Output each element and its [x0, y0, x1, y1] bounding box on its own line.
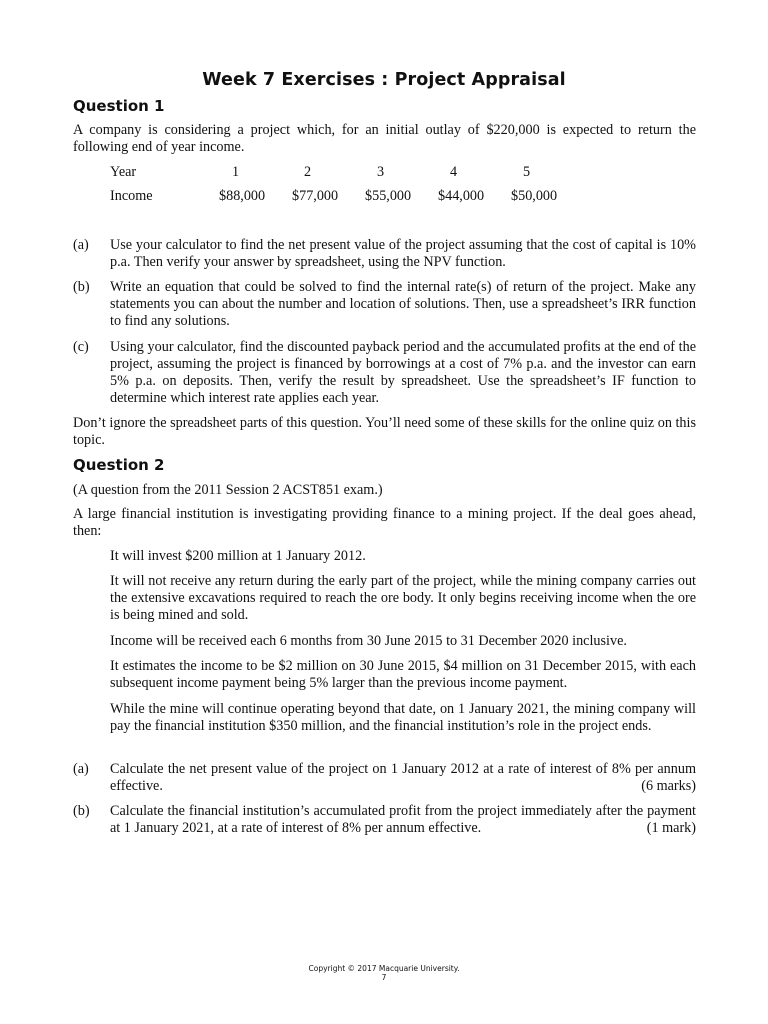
question-1-note: Don’t ignore the spreadsheet parts of this question. You’ll need some of these skills for the online quiz on this topic.: [73, 415, 696, 448]
income-cell: $44,000: [438, 188, 485, 204]
income-cell: $88,000: [219, 188, 266, 204]
question-1-heading: Question 1: [73, 97, 165, 115]
year-cell: 2: [304, 164, 312, 180]
year-cell: 5: [523, 164, 531, 180]
part-text: Write an equation that could be solved to find the internal rate(s) of return of the project. Make any statements you can about the number and location of solutions. Then, use a spreadsheet’s IRR function to find any solutions.: [110, 279, 696, 329]
question-1-part-c: [73, 339, 696, 407]
page-footer: [0, 964, 768, 982]
question-1-intro: A company is considering a project which, for an initial outlay of $220,000 is expected to return the following end of year income.: [73, 122, 696, 155]
list-item: It estimates the income to be $2 million on 30 June 2015, $4 million on 31 December 2015, with each subsequent income payment being 5% larger than the previous income payment.: [110, 658, 696, 691]
list-item: Income will be received each 6 months from 30 June 2015 to 31 December 2020 inclusive.: [110, 633, 627, 649]
part-label: (c): [73, 339, 89, 355]
year-cell: 3: [377, 164, 385, 180]
question-2-source: (A question from the 2011 Session 2 ACST851 exam.): [73, 482, 383, 498]
page-number: 7: [381, 973, 387, 982]
part-text: Use your calculator to find the net present value of the project assuming that the cost of capital is 10% p.a. Then verify your answer by spreadsheet, using the NPV function.: [110, 237, 696, 270]
list-item: While the mine will continue operating beyond that date, on 1 January 2021, the mining company will pay the financial institution $350 million, and the financial institution’s role in the project ends.: [110, 701, 696, 734]
marks-label: (1 mark): [646, 820, 696, 836]
question-2-part-b: [73, 803, 696, 837]
part-label: (a): [73, 237, 89, 253]
part-label: (b): [73, 279, 90, 295]
income-cell: $77,000: [292, 188, 339, 204]
row-label-year: Year: [110, 164, 137, 180]
part-text: [110, 803, 696, 837]
income-cell: $50,000: [511, 188, 558, 204]
copyright-text: Copyright © 2017 Macquarie University.: [308, 964, 460, 973]
question-2-intro: A large financial institution is investigating providing finance to a mining project. If the deal goes ahead, then:: [73, 506, 696, 539]
part-text: Using your calculator, find the discounted payback period and the accumulated profits at the end of the project, assuming the project is financed by borrowings at a cost of 7% p.a. and the investor can earn 5% p.a. on deposits. Then, verify the result by spreadsheet. Use the spreadsheet’s IF function to determine which interest rate applies each year.: [110, 339, 696, 406]
part-text: [110, 761, 696, 795]
question-1-part-a: [73, 237, 696, 271]
year-cell: 1: [232, 164, 240, 180]
part-label: (b): [73, 803, 90, 819]
part-text-body: Calculate the net present value of the project on 1 January 2012 at a rate of interest of 8% per annum effective.: [110, 761, 696, 794]
question-2-part-a: [73, 761, 696, 795]
question-2-heading: Question 2: [73, 456, 165, 474]
income-cell: $55,000: [365, 188, 412, 204]
part-text-body: Calculate the financial institution’s accumulated profit from the project immediately after the payment at 1 January 2021, at a rate of interest of 8% per annum effective.: [110, 803, 696, 836]
marks-label: (6 marks): [641, 778, 696, 794]
question-1-part-b: [73, 279, 696, 330]
list-item: It will not receive any return during the early part of the project, while the mining company carries out the extensive excavations required to reach the ore body. It only begins receiving income when the ore is being mined and sold.: [110, 573, 696, 623]
year-cell: 4: [450, 164, 458, 180]
row-label-income: Income: [110, 188, 153, 204]
list-item: It will invest $200 million at 1 January 2012.: [110, 548, 366, 564]
page-title: Week 7 Exercises : Project Appraisal: [202, 70, 566, 90]
part-label: (a): [73, 761, 89, 777]
